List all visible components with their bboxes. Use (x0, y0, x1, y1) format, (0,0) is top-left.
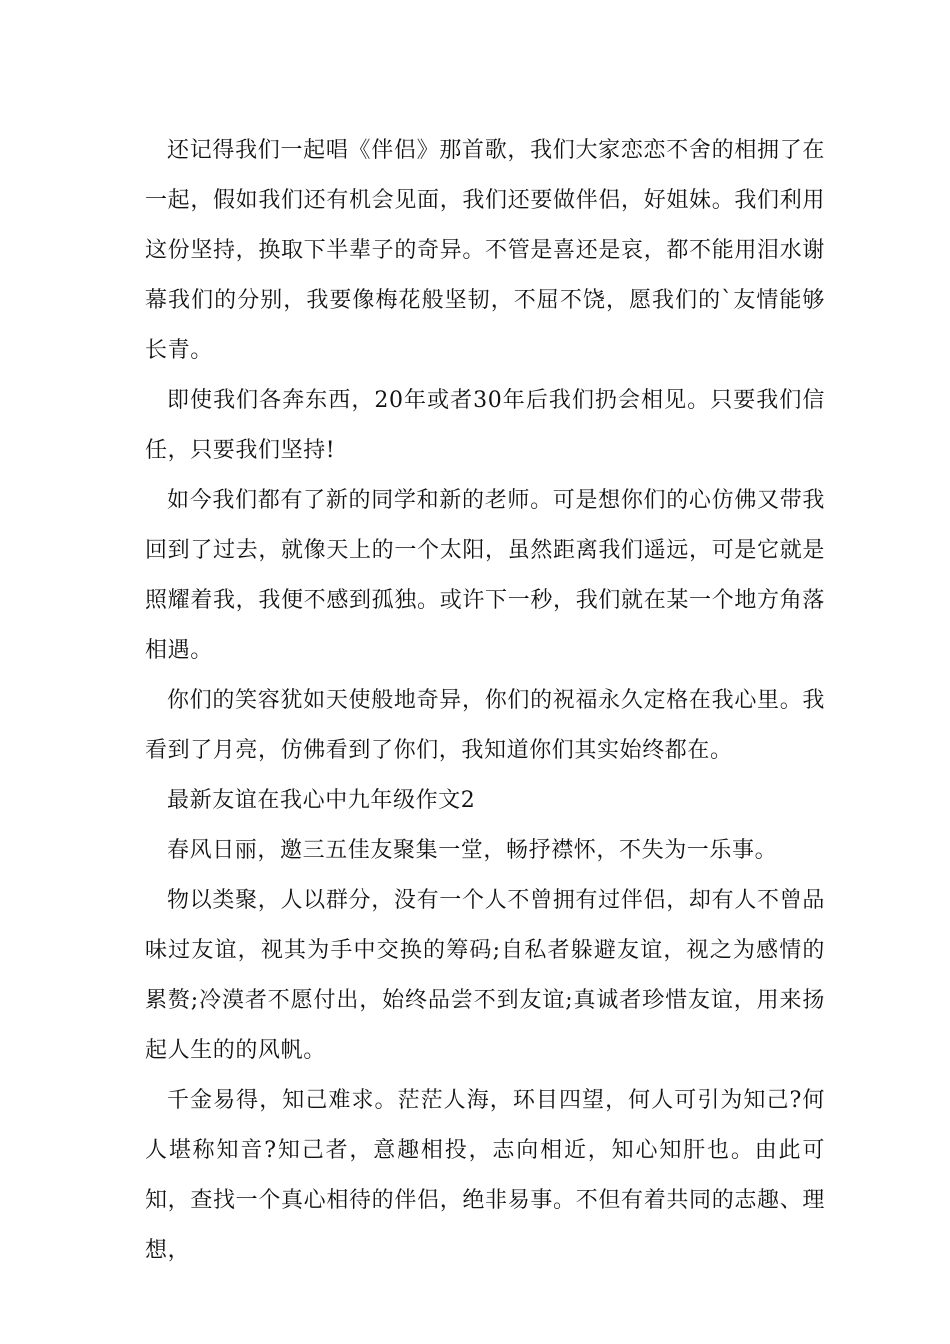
paragraph-3: 如今我们都有了新的同学和新的老师。可是想你们的心仿佛又带我回到了过去，就像天上的一个太阳，虽然距离我们遥远，可是它就是照耀着我，我便不感到孤独。或许下一秒，我们就在某一个地方角落相遇。 (145, 488, 825, 663)
section-heading: 最新友谊在我心中九年级作文2 (167, 788, 476, 813)
paragraph-1: 还记得我们一起唱《伴侣》那首歌，我们大家恋恋不舍的相拥了在一起，假如我们还有机会见面，我们还要做伴侣，好姐妹。我们利用这份坚持，换取下半辈子的奇异。不管是喜还是哀，都不能用泪水谢幕我们的分别，我要像梅花般坚韧，不屈不饶，愿我们的`友情能够长青。 (145, 138, 825, 363)
paragraph-4: 你们的笑容犹如天使般地奇异，你们的祝福永久定格在我心里。我看到了月亮，仿佛看到了你们，我知道你们其实始终都在。 (145, 688, 825, 763)
paragraph-6: 物以类聚，人以群分，没有一个人不曾拥有过伴侣，却有人不曾品味过友谊，视其为手中交换的筹码;自私者躲避友谊，视之为感情的累赘;冷漠者不愿付出，始终品尝不到友谊;真诚者珍惜友谊，用来扬起人生的的风帆。 (145, 888, 825, 1063)
paragraph-2: 即使我们各奔东西，20年或者30年后我们扔会相见。只要我们信任，只要我们坚持! (145, 388, 825, 463)
paragraph-7: 千金易得，知己难求。茫茫人海，环目四望，何人可引为知己?何人堪称知音?知己者，意趣相投，志向相近，知心知肝也。由此可知，查找一个真心相待的伴侣，绝非易事。不但有着共同的志趣、理想， (145, 1088, 825, 1263)
document-body (145, 126, 825, 1276)
paragraph-5: 春风日丽，邀三五佳友聚集一堂，畅抒襟怀，不失为一乐事。 (167, 838, 778, 863)
